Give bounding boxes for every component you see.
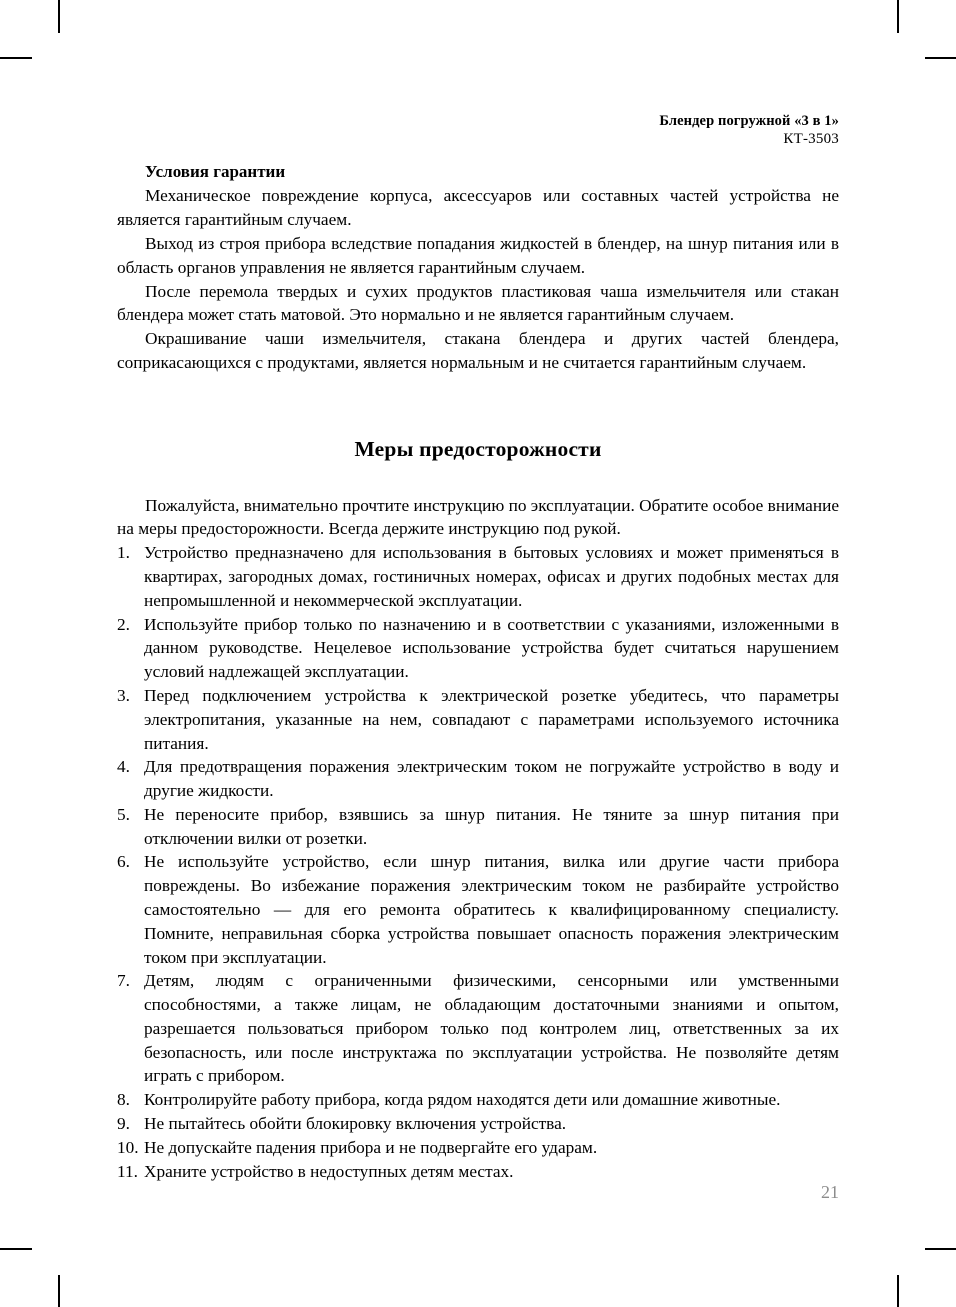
list-item: [117, 755, 839, 803]
list-item-number: 2.: [117, 614, 130, 634]
crop-mark-top-left-vertical: [58, 0, 60, 33]
list-item: [117, 1160, 839, 1184]
list-item: [117, 850, 839, 969]
crop-mark-bottom-right-vertical: [897, 1275, 899, 1307]
list-item-number: 6.: [117, 852, 130, 872]
crop-mark-top-right-horizontal: [925, 57, 956, 59]
warranty-paragraph: Механическое повреждение корпуса, аксессуаров или составных частей устройства не является гарантийным случаем.: [117, 186, 839, 230]
list-item-text: Используйте прибор только по назначению и в соответствии с указаниями, изложенными в данном руководстве. Нецелевое использование устройства будет считаться нарушением условий надлежащей эксплуатации.: [144, 614, 839, 682]
list-item: [117, 969, 839, 1088]
list-item: [117, 684, 839, 755]
crop-mark-bottom-right-horizontal: [925, 1248, 956, 1250]
list-item: [117, 1136, 839, 1160]
list-item: [117, 1088, 839, 1112]
list-item-text: Контролируйте работу прибора, когда рядом находятся дети или домашние животные.: [144, 1090, 781, 1110]
list-item-text: Не допускайте падения прибора и не подвергайте его ударам.: [144, 1137, 598, 1157]
list-item-number: 4.: [117, 757, 130, 777]
list-item-number: 5.: [117, 804, 130, 824]
warranty-subheading: Условия гарантии: [145, 162, 286, 181]
list-item-number: 11.: [117, 1161, 138, 1181]
safety-intro-paragraph: Пожалуйста, внимательно прочтите инструкцию по эксплуатации. Обратите особое внимание на меры предосторожности. Всегда держите инструкцию под рукой.: [117, 495, 839, 539]
list-item: [117, 803, 839, 851]
list-item: [117, 613, 839, 684]
list-item-text: Храните устройство в недоступных детям местах.: [144, 1161, 514, 1181]
warranty-paragraph: После перемола твердых и сухих продуктов пластиковая чаша измельчителя или стакан блендера может стать матовой. Это нормально и не является гарантийным случаем.: [117, 281, 839, 325]
list-item-text: Устройство предназначено для использования в бытовых условиях и может применяться в квартирах, загородных домах, гостиничных номерах, офисах и других подобных местах для непромышленной и некоммерческой эксплуатации.: [144, 543, 839, 610]
safety-rules-list: [117, 541, 839, 1183]
section-spacer: [117, 462, 839, 494]
list-item-number: 10.: [117, 1137, 139, 1157]
warranty-paragraph: Окрашивание чаши измельчителя, стакана блендера и других частей блендера, соприкасающихся с продуктами, является нормальным и не считается гарантийным случаем.: [117, 329, 839, 372]
crop-mark-bottom-left-horizontal: [0, 1248, 32, 1250]
list-item-text: Не переносите прибор, взявшись за шнур питания. Не тяните за шнур питания при отключении вилки от розетки.: [144, 804, 839, 848]
page-number: 21: [821, 1182, 839, 1202]
list-item-number: 8.: [117, 1090, 130, 1110]
list-item-text: Не используйте устройство, если шнур питания, вилка или другие части прибора повреждены. Во избежание поражения электрическим током не разбирайте устройство самостоятельно — для его ремонта обратитесь к квалифицированному специалисту. Помните, неправильная сборка устройства повышает опасность поражения электрическим током при эксплуатации.: [144, 852, 839, 967]
list-item-text: Не пытайтесь обойти блокировку включения устройства.: [144, 1114, 567, 1134]
section-spacer: [117, 375, 839, 437]
list-item-number: 7.: [117, 971, 130, 991]
crop-mark-bottom-left-vertical: [58, 1275, 60, 1307]
header-model-number: КТ-3503: [783, 131, 839, 148]
safety-section-title: Меры предосторожности: [354, 436, 602, 461]
crop-mark-top-left-horizontal: [0, 57, 32, 59]
header-product-title: Блендер погружной «3 в 1»: [659, 113, 839, 129]
list-item-number: 9.: [117, 1114, 130, 1134]
crop-mark-top-right-vertical: [897, 0, 899, 33]
warranty-paragraph: Выход из строя прибора вследствие попадания жидкостей в блендер, на шнур питания или в область органов управления не является гарантийным случаем.: [117, 234, 839, 277]
list-item-number: 3.: [117, 685, 130, 705]
list-item-text: Для предотвращения поражения электрическим током не погружайте устройство в воду и другие жидкости.: [144, 757, 839, 801]
page-content: [117, 160, 839, 1183]
list-item-text: Детям, людям с ограниченными физическими, сенсорными или умственными способностями, а также лицам, не обладающим достаточными знаниями и опытом, разрешается пользоваться прибором только под контролем лиц, ответственных за их безопасность, или после инструктажа по эксплуатации устройства. Не позволяйте детям играть с прибором.: [144, 971, 839, 1086]
list-item-text: Перед подключением устройства к электрической розетке убедитесь, что параметры электропитания, указанные на нем, совпадают с параметрами используемого источника питания.: [144, 685, 839, 753]
list-item: [117, 541, 839, 612]
list-item: [117, 1112, 839, 1136]
list-item-number: 1.: [117, 543, 130, 563]
running-header: [117, 112, 839, 149]
